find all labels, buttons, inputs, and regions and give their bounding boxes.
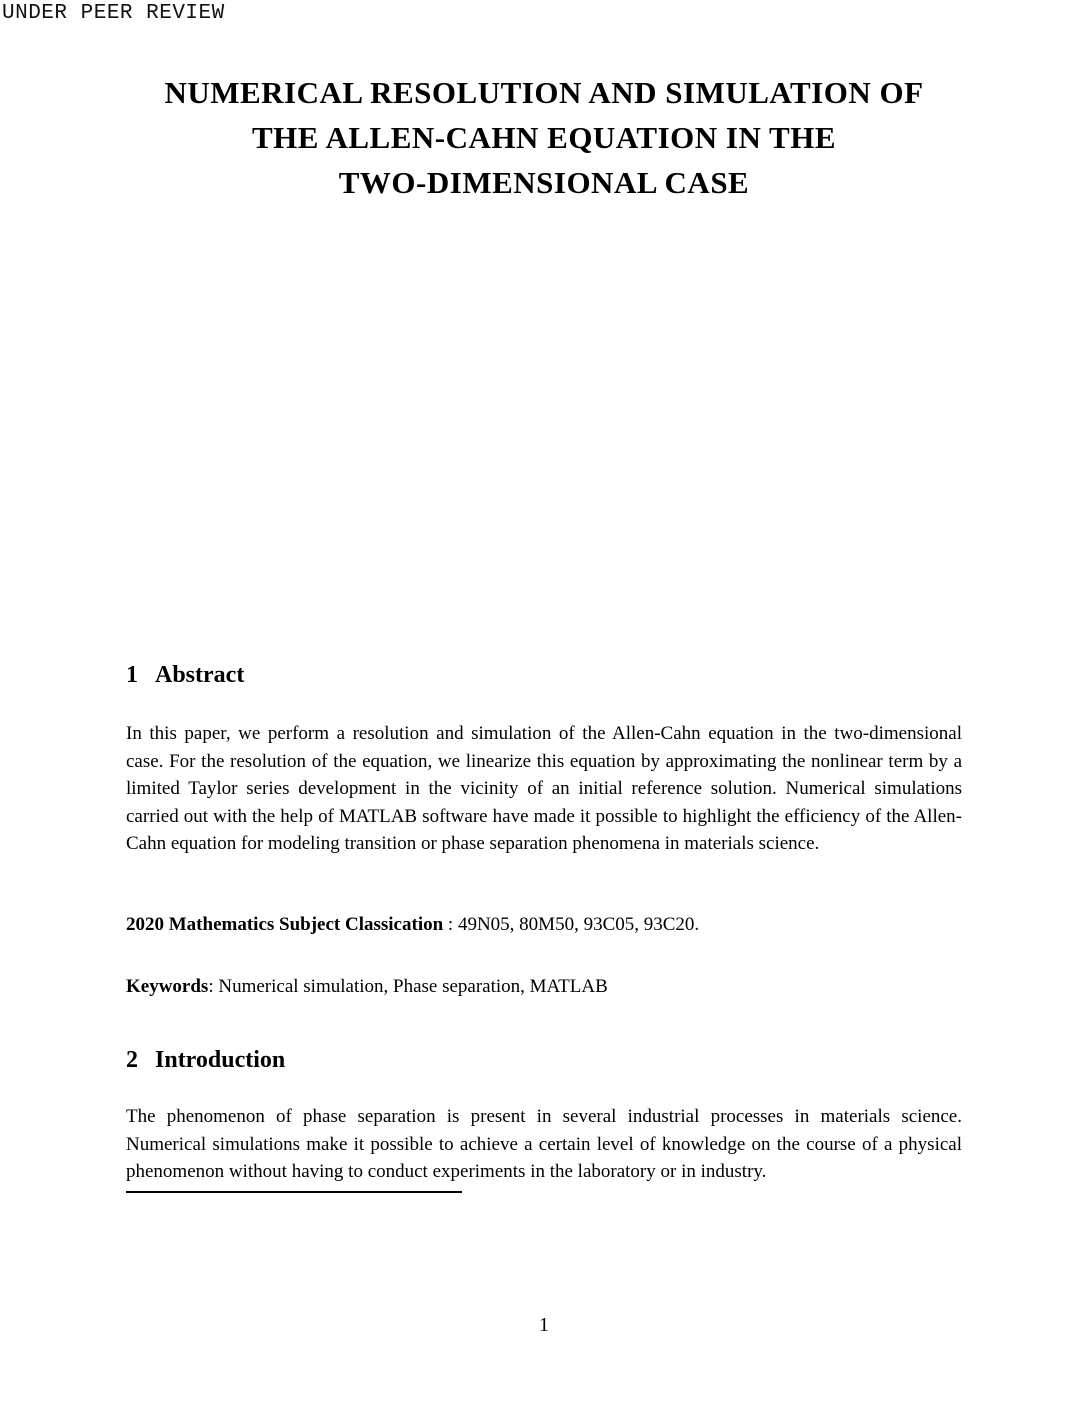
msc-line (126, 911, 962, 939)
msc-codes: : 49N05, 80M50, 93C05, 93C20. (443, 914, 700, 935)
keywords-line (126, 973, 962, 1001)
page-number: 1 (539, 1314, 549, 1336)
introduction-text: The phenomenon of phase separation is present in several industrial processes in materials science. Numerical simulations make it possible to achieve a certain level of knowledge on the course of a physical phenomenon without having to conduct experiments in the laboratory or in industry. (126, 1106, 962, 1182)
paper-title-line: THE ALLEN-CAHN EQUATION IN THE (251, 120, 837, 155)
section-number: 1 (126, 662, 138, 688)
paper-title (0, 70, 1088, 205)
keywords-label: Keywords (126, 976, 209, 997)
section-heading-abstract (126, 661, 244, 689)
footnote-rule (126, 1191, 462, 1193)
paper-title-line: NUMERICAL RESOLUTION AND SIMULATION OF (164, 75, 924, 110)
section-title: Introduction (155, 1047, 286, 1073)
section-title: Abstract (155, 662, 245, 688)
msc-label: 2020 Mathematics Subject Classication (126, 914, 444, 935)
section-heading-introduction (126, 1046, 285, 1074)
paper-title-line: TWO-DIMENSIONAL CASE (338, 165, 750, 200)
section-number: 2 (126, 1047, 138, 1073)
keywords-value: : Numerical simulation, Phase separation, MATLAB (208, 976, 608, 997)
abstract-text: In this paper, we perform a resolution and simulation of the Allen-Cahn equation in the two-dimensional case. For the resolution of the equation, we linearize this equation by approximating the nonlinear term by a limited Taylor series development in the vicinity of an initial reference solution. Numerical simulations carried out with the help of MATLAB software have made it possible to highlight the efficiency of the Allen-Cahn equation for modeling transition or phase separation phenomena in materials science. (126, 723, 962, 854)
peer-review-watermark: UNDER PEER REVIEW (2, 2, 225, 25)
